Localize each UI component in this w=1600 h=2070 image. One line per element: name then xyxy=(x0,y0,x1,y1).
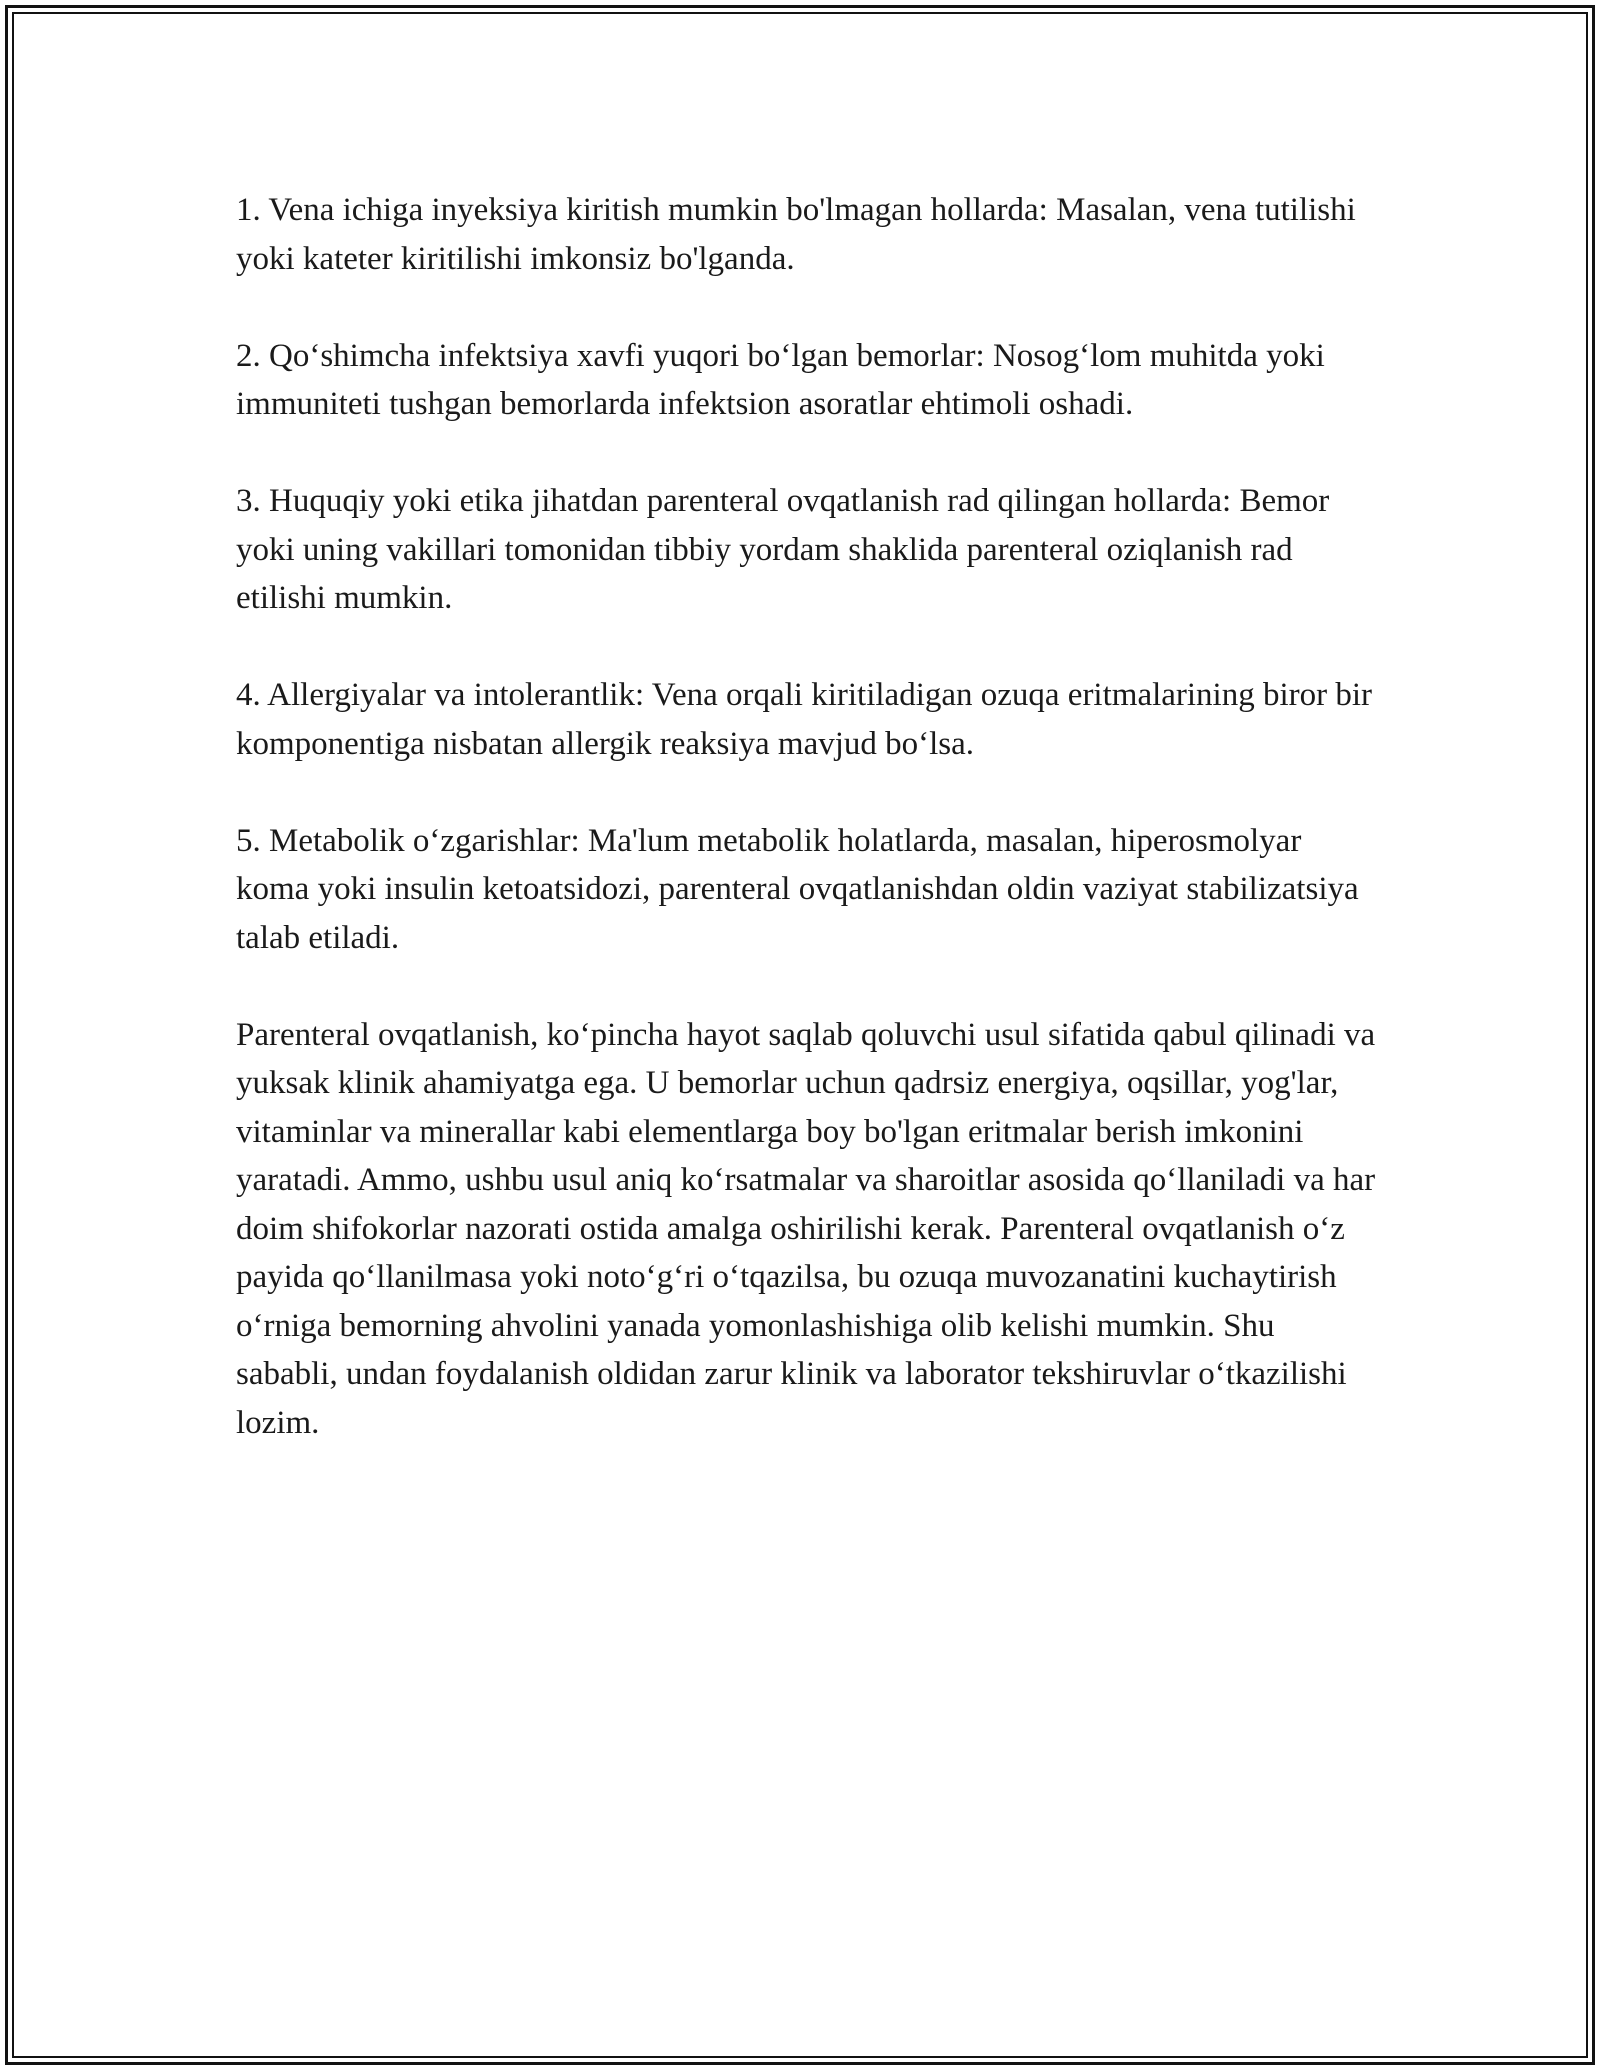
list-item-1: 1. Vena ichiga inyeksiya kiritish mumkin bo'lmagan hollarda: Masalan, vena tutilishi yoki kateter kiritilishi imkonsiz bo'lganda. xyxy=(236,192,1356,277)
document-body xyxy=(236,186,1376,1496)
summary-paragraph: Parenteral ovqatlanish, ko‘pincha hayot saqlab qoluvchi usul sifatida qabul qilinadi va yuksak klinik ahamiyatga ega. U bemorlar uchun qadrsiz energiya, oqsillar, yog'lar, vitaminlar va minerallar kabi elementlarga boy bo'lgan eritmalar berish imkonini yaratadi. Ammo, ushbu usul aniq ko‘rsatmalar va sharoitlar asosida qo‘llaniladi va har doim shifokorlar nazorati ostida amalga oshirilishi kerak. Parenteral ovqatlanish o‘z payida qo‘llanilmasa yoki noto‘g‘ri o‘tqazilsa, bu ozuqa muvozanatini kuchaytirish o‘rniga bemorning ahvolini yanada yomonlashishiga olib kelishi mumkin. Shu sababli, undan foydalanish oldidan zarur klinik va laborator tekshiruvlar o‘tkazilishi lozim. xyxy=(236,1016,1376,1441)
list-item-2: 2. Qo‘shimcha infektsiya xavfi yuqori bo‘lgan bemorlar: Nosog‘lom muhitda yoki immuniteti tushgan bemorlarda infektsion asoratlar ehtimoli oshadi. xyxy=(236,337,1325,422)
list-item-3: 3. Huquqiy yoki etika jihatdan parenteral ovqatlanish rad qilingan hollarda: Bemor yoki uning vakillari tomonidan tibbiy yordam shaklida parenteral oziqlanish rad etilishi mumkin. xyxy=(236,483,1330,616)
list-item-4: 4. Allergiyalar va intolerantlik: Vena orqali kiritiladigan ozuqa eritmalarining biror bir komponentiga nisbatan allergik reaksiya mavjud bo‘lsa. xyxy=(236,677,1373,762)
list-item-5: 5. Metabolik o‘zgarishlar: Ma'lum metabolik holatlarda, masalan, hiperosmolyar koma yoki insulin ketoatsidozi, parenteral ovqatlanishdan oldin vaziyat stabilizatsiya talab etiladi. xyxy=(236,822,1359,956)
